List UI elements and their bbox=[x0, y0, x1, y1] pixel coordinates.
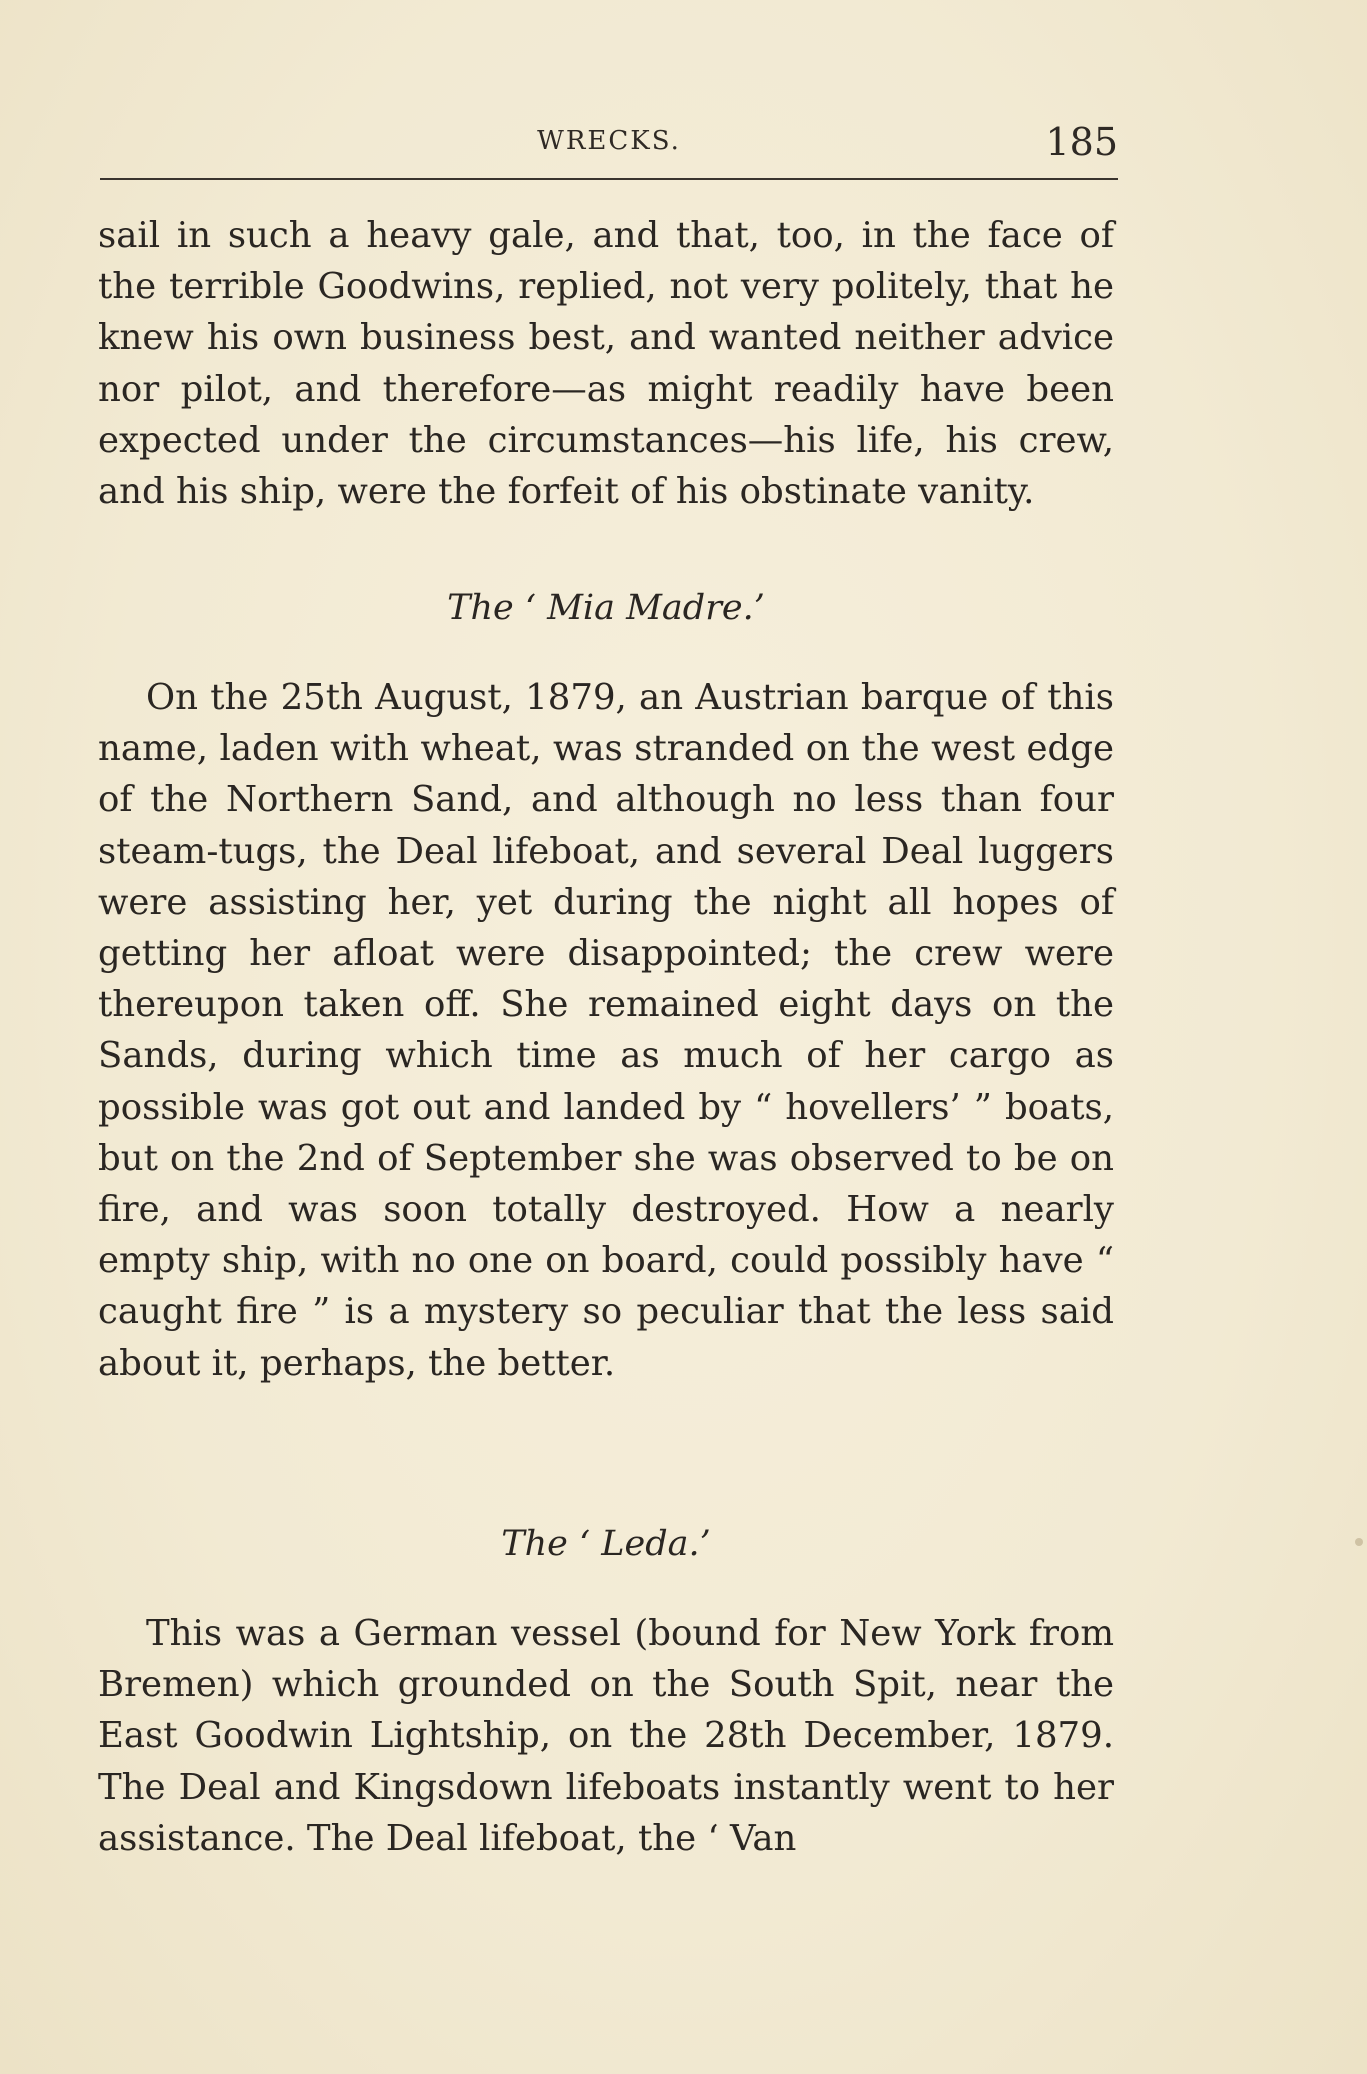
paragraph-text: sail in such a heavy gale, and that, too, in the face of the terrible Goodwins, replied, not very politely, that he knew his own business best, and wanted neither advice nor pilot, and therefore—as might readily have been expected under the circumstances—his life, his crew, and his ship, were the forfeit of his obstinate vanity. bbox=[98, 215, 1114, 513]
continued-paragraph bbox=[98, 210, 1114, 517]
page-number: 185 bbox=[1045, 120, 1118, 164]
running-head bbox=[100, 120, 1118, 166]
paragraph-text: On the 25th August, 1879, an Austrian barque of this name, laden with wheat, was stranded on the west edge of the Northern Sand, and although no less than four steam-tugs, the Deal lifeboat, and several Deal luggers were assisting her, yet during the night all hopes of getting her afloat were disappointed; the crew were thereupon taken off. She remained eight days on the Sands, during which time as much of her cargo as possible was got out and landed by “ hovellers’ ” boats, but on the 2nd of September she was observed to be on fire, and was soon totally destroyed. How a nearly empty ship, with no one on board, could possibly have “ caught fire ” is a mystery so peculiar that the less said about it, perhaps, the better. bbox=[98, 677, 1114, 1384]
paragraph-text: This was a German vessel (bound for New York from Bremen) which grounded on the South Spit, near the East Goodwin Lightship, on the 28th December, 1879. The Deal and Kingsdown lifeboats instantly went to her assistance. The Deal lifeboat, the ‘ Van bbox=[98, 1613, 1114, 1859]
section-heading-leda: The ‘ Leda.’ bbox=[501, 1524, 711, 1564]
section-heading-mia-madre: The ‘ Mia Madre.’ bbox=[447, 588, 765, 628]
section-paragraph-leda bbox=[98, 1608, 1114, 1864]
running-title: WRECKS. bbox=[537, 126, 681, 156]
header-rule bbox=[100, 178, 1118, 180]
section-paragraph-mia-madre bbox=[98, 672, 1114, 1389]
paper-speck bbox=[1355, 1538, 1363, 1546]
